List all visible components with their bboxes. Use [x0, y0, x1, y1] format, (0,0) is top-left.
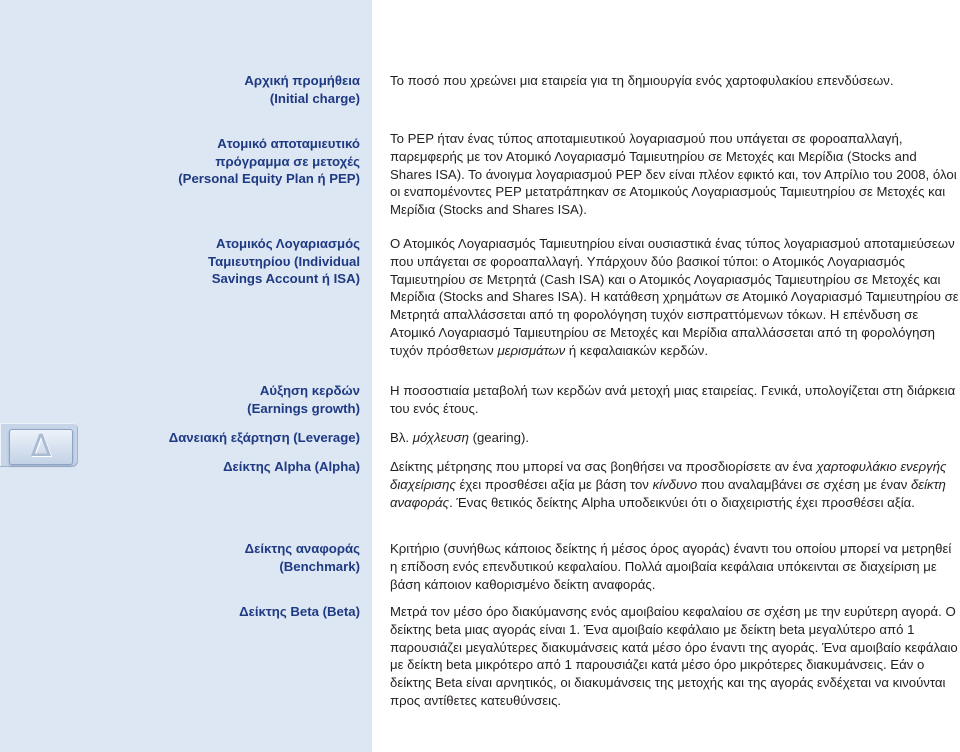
- term-line: Ατομικός Λογαριασμός: [215, 236, 360, 251]
- definition-earnings-growth: [390, 382, 960, 418]
- term-line: Αύξηση κερδών: [259, 383, 360, 398]
- definition-text: Δείκτης μέτρησης που μπορεί να σας βοηθήσει να προσδιορίσετε αν ένα: [390, 459, 817, 474]
- term-benchmark: [110, 540, 360, 575]
- term-line: πρόγραμμα σε μετοχές: [215, 153, 360, 169]
- term-line: Αρχική προμήθεια: [244, 73, 360, 88]
- term-line: Δείκτης Alpha (Alpha): [223, 459, 360, 474]
- term-line: Δείκτης αναφοράς: [244, 541, 360, 556]
- term-line: Savings Account ή ISA): [211, 271, 360, 286]
- section-tab-delta[interactable]: [0, 423, 78, 467]
- definition-benchmark: [390, 540, 960, 593]
- definition-personal-equity-plan: [390, 130, 960, 219]
- definition-text: Βλ.: [390, 430, 413, 445]
- delta-icon: Δ: [30, 429, 52, 464]
- term-line: Δείκτης Beta (Beta): [239, 604, 360, 619]
- term-line: Δανειακή εξάρτηση (Leverage): [168, 430, 360, 445]
- definition-text: έχει προσθέσει αξία με βάση τον: [455, 476, 653, 492]
- definition-text: Η ποσοστιαία μεταβολή των κερδών ανά μετοχή μιας εταιρείας. Γενικά, υπολογίζεται στη διάρκεια του ενός έτους.: [390, 383, 956, 416]
- definition-individual-savings-account: [390, 235, 960, 360]
- definition-italic: μερισμάτων: [497, 342, 566, 358]
- definition-text: Το PEP ήταν ένας τύπος αποταμιευτικού λογαριασμού που υπάγεται σε φοροαπαλλαγή, παρεμφερής με τον Ατομικό Λογαριασμό Ταμιευτηρίου σε Μετοχές και Μερίδια (Stocks and Shares ISA). Το άνοιγμα λογαριασμού PEP δεν είναι πλέον εφικτό και, τον Απρίλιο του 2008, όλοι οι εναπομένοντες PEP μετατράπηκαν σε Ατομικούς Λογαριασμούς Ταμιευτηρίου σε Μετοχές και Μερίδια (Stocks and Shares ISA).: [390, 131, 957, 218]
- term-leverage: [110, 429, 360, 447]
- term-line: (Initial charge): [269, 90, 360, 106]
- term-line: Ταμιευτηρίου (Individual: [208, 253, 360, 269]
- glossary-terms-panel: [0, 0, 372, 752]
- term-earnings-growth: [110, 382, 360, 417]
- definition-leverage: [390, 429, 960, 447]
- term-line: Ατομικό αποταμιευτικό: [217, 136, 360, 151]
- definition-text: Το ποσό που χρεώνει μια εταιρεία για τη δημιουργία ενός χαρτοφυλακίου επενδύσεων.: [390, 73, 894, 88]
- definition-initial-charge: [390, 72, 960, 90]
- definition-text: . Ένας θετικός δείκτης Alpha υποδεικνύει ότι ο διαχειριστής έχει προσθέσει αξία.: [449, 494, 915, 510]
- definition-text: Ο Ατομικός Λογαριασμός Ταμιευτηρίου είναι ουσιαστικά ένας τύπος λογαριασμού αποταμιεύσεων που υπάγεται σε φοροαπαλλαγή. Υπάρχουν δύο βασικοί τύποι: ο Ατομικός Λογαριασμός Ταμιευτηρίου σε Μετρητά (Cash ISA) και ο Ατομικός Λογαριασμός Ταμιευτηρίου σε Μετοχές και Μερίδια (Stocks and Shares ISA). Η κατάθεση χρημάτων σε Ατομικό Λογαριασμό Ταμιευτηρίου σε Μετρητά απαλλάσσεται από τη φορολόγηση τυχόν εισπραττόμενων τόκων. Η επένδυση σε Ατομικό Λογαριασμό Ταμιευτηρίου σε Μετοχές και Μερίδια απαλλάσσεται από τη φορολόγηση τυχόν πρόσθετων: [390, 236, 959, 358]
- definition-text: που αναλαμβάνει σε σχέση με έναν: [697, 476, 911, 492]
- definition-italic: δείκτη αναφοράς: [390, 476, 946, 510]
- term-individual-savings-account: [110, 235, 360, 288]
- definition-italic: μόχλευση: [412, 430, 469, 445]
- term-personal-equity-plan: [110, 135, 360, 188]
- definition-text: ή κεφαλαιακών κερδών.: [565, 342, 709, 358]
- term-initial-charge: [110, 72, 360, 107]
- definition-text: Κριτήριο (συνήθως κάποιος δείκτης ή μέσος όρος αγοράς) έναντι του οποίου μπορεί να μετρηθεί η επίδοση ενός επενδυτικού κεφαλαίου. Πολλά αμοιβαία κεφάλαια υπόκεινται σε διαχείριση με βάση κάποιον καθορισμένο δείκτη αναφοράς.: [390, 541, 952, 592]
- delta-tile: [9, 429, 73, 465]
- definition-italic: κίνδυνο: [652, 476, 698, 492]
- definition-alpha: [390, 458, 960, 511]
- term-line: (Personal Equity Plan ή PEP): [178, 171, 360, 186]
- term-alpha: [110, 458, 360, 476]
- term-line: (Earnings growth): [247, 400, 360, 416]
- term-beta: [110, 603, 360, 621]
- definition-text: (gearing).: [468, 430, 530, 445]
- term-line: (Benchmark): [279, 558, 360, 574]
- definition-beta: [390, 603, 960, 710]
- definition-text: Μετρά τον μέσο όρο διακύμανσης ενός αμοιβαίου κεφαλαίου σε σχέση με την ευρύτερη αγορά. Ο δείκτης beta μιας αγοράς είναι 1. Ένα αμοιβαίο κεφάλαιο με δείκτη beta μεγαλύτερο από 1 παρουσιάζει μεγαλύτερες διακυμάνσεις κατά μέσο όρο έναντι της αγοράς. Ένα αμοιβαίο κεφάλαιο με δείκτη beta μικρότερο από 1 παρουσιάζει κατά μέσο όρο μικρότερες διακυμάνσεις. Εάν ο δείκτης Beta είναι αρνητικός, οι διακυμάνσεις της μετοχής και της αγοράς ενδέχεται να κινούνται προς αντίθετες κατευθύνσεις.: [390, 604, 958, 708]
- definition-italic: χαρτοφυλάκιο ενεργής διαχείρισης: [390, 459, 947, 492]
